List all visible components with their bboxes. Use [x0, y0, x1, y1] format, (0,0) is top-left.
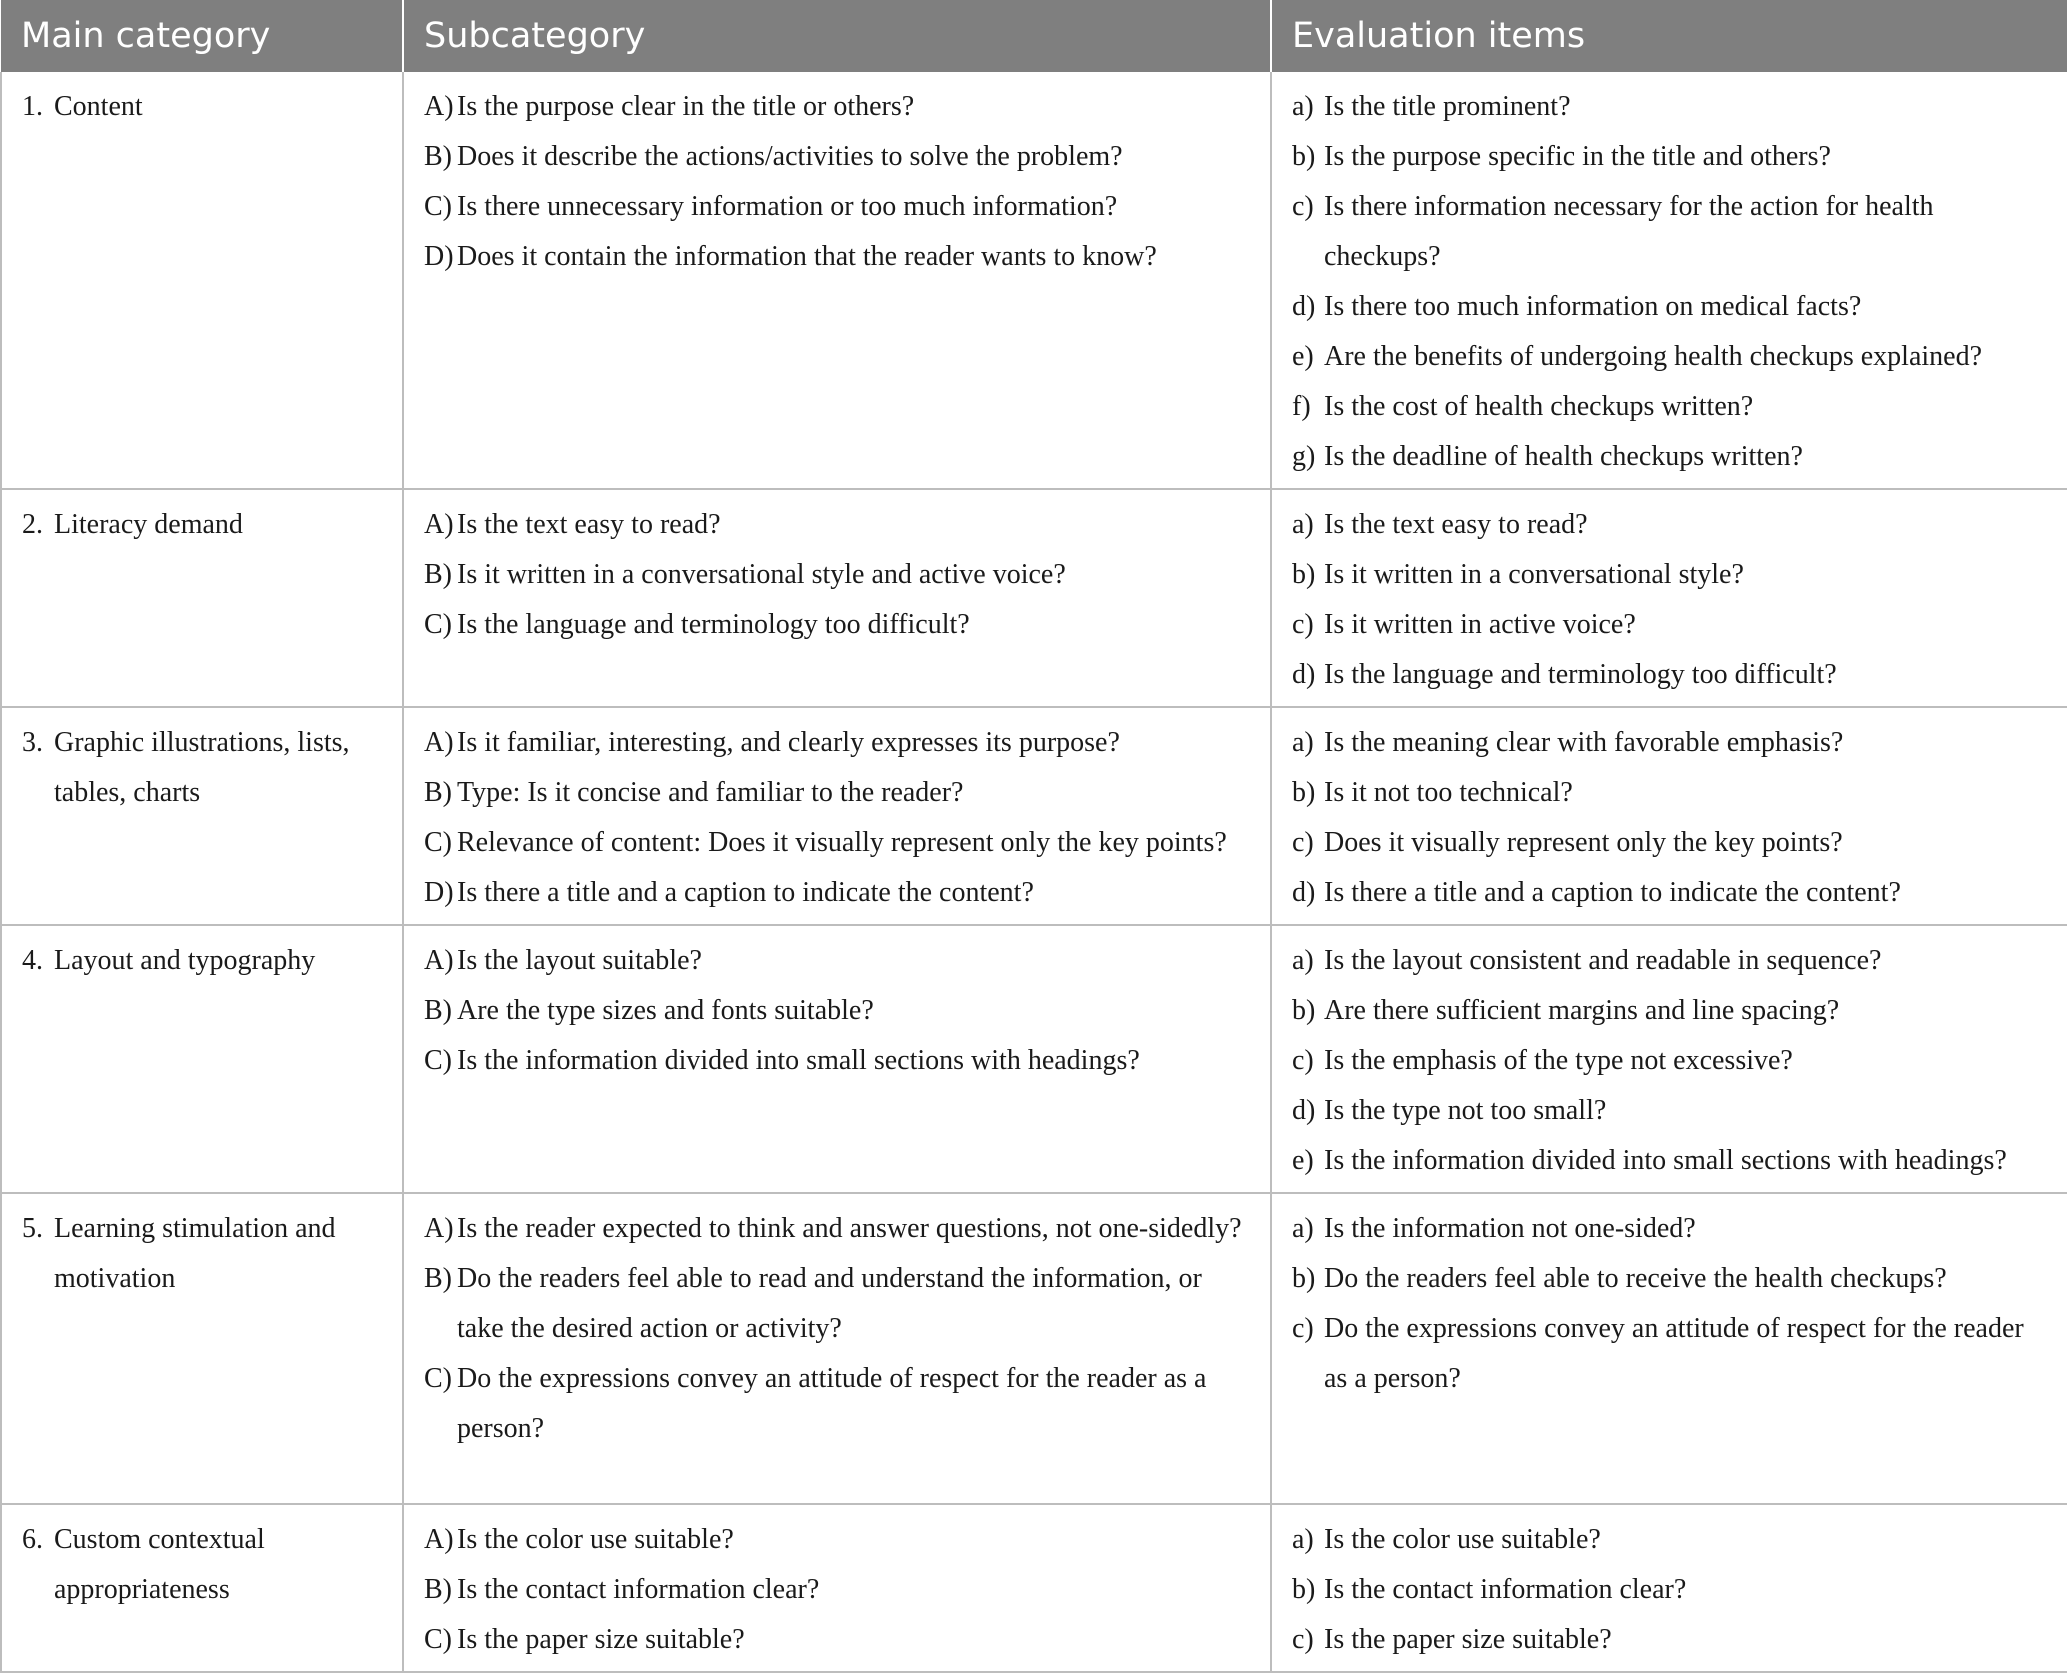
evaluation-item [1292, 1615, 2047, 1665]
evaluation-item-marker: f) [1292, 391, 1311, 422]
evaluation-item-marker: a) [1292, 91, 1314, 122]
table-row [1, 1193, 2067, 1504]
evaluation-item-marker: c) [1292, 1313, 1314, 1344]
evaluation-item-marker: b) [1292, 141, 1316, 172]
subcategory [424, 232, 1250, 282]
subcategory-marker: B) [424, 777, 452, 808]
evaluation-item-cell [1271, 1193, 2067, 1504]
main-category [22, 1204, 382, 1304]
evaluation-item-text: Is the paper size suitable? [1324, 1624, 1612, 1655]
evaluation-item [1292, 818, 2047, 868]
evaluation-item-text: Do the expressions convey an attitude of respect for the reader as a person? [1324, 1313, 2024, 1394]
subcategory-marker: D) [424, 241, 454, 272]
evaluation-item-marker: d) [1292, 659, 1316, 690]
evaluation-item-marker: c) [1292, 609, 1314, 640]
subcategory-marker: B) [424, 559, 452, 590]
table-header [1, 0, 2067, 72]
header-row [1, 0, 2067, 72]
evaluation-item-marker: a) [1292, 727, 1314, 758]
evaluation-item [1292, 768, 2047, 818]
subcategory-text: Is the information divided into small sections with headings? [457, 1045, 1140, 1076]
header-subcategory: Subcategory [403, 0, 1271, 72]
subcategory-cell [403, 72, 1271, 489]
main-category-label: Graphic illustrations, lists, tables, charts [54, 727, 350, 808]
subcategory-marker: A) [424, 1213, 454, 1244]
subcategory [424, 818, 1250, 868]
header-evaluation-items: Evaluation items [1271, 0, 2067, 72]
main-category-number: 5. [22, 1213, 43, 1244]
subcategory-marker: C) [424, 1624, 452, 1655]
evaluation-item-text: Is the meaning clear with favorable emphasis? [1324, 727, 1844, 758]
evaluation-item [1292, 718, 2047, 768]
evaluation-item-marker: c) [1292, 1045, 1314, 1076]
evaluation-item-text: Is there a title and a caption to indicate the content? [1324, 877, 1901, 908]
evaluation-item [1292, 868, 2047, 918]
evaluation-item-marker: g) [1292, 441, 1316, 472]
evaluation-item-text: Is the layout consistent and readable in sequence? [1324, 945, 1882, 976]
main-category-label: Literacy demand [54, 509, 243, 540]
evaluation-item-marker: a) [1292, 945, 1314, 976]
subcategory-marker: A) [424, 945, 454, 976]
evaluation-item [1292, 382, 2047, 432]
subcategory-text: Is there a title and a caption to indicate the content? [457, 877, 1034, 908]
subcategory-text: Do the expressions convey an attitude of respect for the reader as a person? [457, 1363, 1207, 1444]
evaluation-item-text: Is the color use suitable? [1324, 1524, 1601, 1555]
evaluation-item-text: Is the language and terminology too difficult? [1324, 659, 1837, 690]
subcategory-marker: B) [424, 141, 452, 172]
subcategory-marker: D) [424, 877, 454, 908]
subcategory [424, 182, 1250, 232]
evaluation-item-text: Is the purpose specific in the title and others? [1324, 141, 1831, 172]
evaluation-item-text: Is the deadline of health checkups written? [1324, 441, 1803, 472]
evaluation-item-text: Do the readers feel able to receive the health checkups? [1324, 1263, 1947, 1294]
subcategory [424, 986, 1250, 1036]
evaluation-item [1292, 1254, 2047, 1304]
subcategory-text: Is the layout suitable? [457, 945, 702, 976]
evaluation-item [1292, 1036, 2047, 1086]
main-category [22, 82, 382, 132]
evaluation-item-text: Is the information not one-sided? [1324, 1213, 1696, 1244]
subcategory-marker: A) [424, 727, 454, 758]
evaluation-item [1292, 1204, 2047, 1254]
subcategory [424, 500, 1250, 550]
evaluation-item [1292, 282, 2047, 332]
subcategory-text: Is the contact information clear? [457, 1574, 820, 1605]
subcategory [424, 1254, 1250, 1354]
main-category-label: Learning stimulation and motivation [54, 1213, 336, 1294]
evaluation-item [1292, 182, 2047, 282]
evaluation-item [1292, 332, 2047, 382]
main-category-cell [1, 72, 403, 489]
evaluation-item-marker: e) [1292, 341, 1314, 372]
subcategory-text: Is the text easy to read? [457, 509, 721, 540]
evaluation-item-text: Is it written in a conversational style? [1324, 559, 1744, 590]
evaluation-item [1292, 1304, 2047, 1404]
evaluation-item-text: Is the emphasis of the type not excessive? [1324, 1045, 1793, 1076]
subcategory-marker: B) [424, 1263, 452, 1294]
table-row [1, 1504, 2067, 1672]
evaluation-item [1292, 1565, 2047, 1615]
subcategory-marker: C) [424, 827, 452, 858]
main-category-number: 3. [22, 727, 43, 758]
main-category [22, 718, 382, 818]
subcategory-text: Type: Is it concise and familiar to the reader? [457, 777, 964, 808]
subcategory-cell [403, 925, 1271, 1193]
evaluation-item-marker: d) [1292, 291, 1316, 322]
evaluation-item [1292, 986, 2047, 1036]
evaluation-item-text: Is the information divided into small sections with headings? [1324, 1145, 2007, 1176]
evaluation-item-cell [1271, 72, 2067, 489]
main-category-number: 1. [22, 91, 43, 122]
evaluation-item-text: Is it written in active voice? [1324, 609, 1636, 640]
subcategory-text: Is the language and terminology too difficult? [457, 609, 970, 640]
header-main-category: Main category [1, 0, 403, 72]
evaluation-item-text: Is the contact information clear? [1324, 1574, 1687, 1605]
main-category-label: Content [54, 91, 143, 122]
main-category-cell [1, 489, 403, 707]
evaluation-item-cell [1271, 707, 2067, 925]
evaluation-item-text: Are the benefits of undergoing health checkups explained? [1324, 341, 1983, 372]
evaluation-item-marker: e) [1292, 1145, 1314, 1176]
subcategory [424, 600, 1250, 650]
evaluation-item-marker: b) [1292, 1574, 1316, 1605]
subcategory [424, 936, 1250, 986]
subcategory-marker: B) [424, 1574, 452, 1605]
main-category [22, 936, 382, 986]
main-category-label: Layout and typography [54, 945, 316, 976]
subcategory-cell [403, 1193, 1271, 1504]
subcategory-text: Is it written in a conversational style and active voice? [457, 559, 1066, 590]
main-category-number: 2. [22, 509, 43, 540]
subcategory [424, 82, 1250, 132]
subcategory [424, 1515, 1250, 1565]
evaluation-item-cell [1271, 489, 2067, 707]
subcategory-text: Does it contain the information that the reader wants to know? [457, 241, 1157, 272]
evaluation-item-text: Does it visually represent only the key points? [1324, 827, 1843, 858]
subcategory-cell [403, 489, 1271, 707]
evaluation-item-cell [1271, 925, 2067, 1193]
evaluation-item-marker: a) [1292, 1213, 1314, 1244]
evaluation-item-text: Is it not too technical? [1324, 777, 1573, 808]
evaluation-item [1292, 936, 2047, 986]
subcategory-text: Does it describe the actions/activities to solve the problem? [457, 141, 1123, 172]
main-category-cell [1, 925, 403, 1193]
subcategory [424, 132, 1250, 182]
evaluation-item-marker: c) [1292, 191, 1314, 222]
subcategory-marker: C) [424, 609, 452, 640]
subcategory-marker: A) [424, 509, 454, 540]
table-row [1, 707, 2067, 925]
subcategory-text: Is there unnecessary information or too much information? [457, 191, 1118, 222]
evaluation-item [1292, 650, 2047, 700]
subcategory-text: Is the purpose clear in the title or others? [457, 91, 915, 122]
evaluation-item-marker: a) [1292, 509, 1314, 540]
evaluation-item [1292, 82, 2047, 132]
subcategory-text: Do the readers feel able to read and understand the information, or take the desired action or activity? [457, 1263, 1202, 1344]
evaluation-item [1292, 1515, 2047, 1565]
evaluation-item-text: Is the title prominent? [1324, 91, 1571, 122]
subcategory-text: Relevance of content: Does it visually represent only the key points? [457, 827, 1227, 858]
main-category-cell [1, 1504, 403, 1672]
subcategory [424, 1565, 1250, 1615]
evaluation-item-marker: d) [1292, 1095, 1316, 1126]
main-category [22, 1515, 382, 1615]
evaluation-item [1292, 500, 2047, 550]
evaluation-item [1292, 432, 2047, 482]
subcategory-marker: C) [424, 1045, 452, 1076]
main-category-number: 6. [22, 1524, 43, 1555]
subcategory [424, 1204, 1250, 1254]
subcategory-marker: A) [424, 91, 454, 122]
subcategory-text: Is it familiar, interesting, and clearly expresses its purpose? [457, 727, 1120, 758]
main-category [22, 500, 382, 550]
main-category-cell [1, 1193, 403, 1504]
subcategory [424, 1036, 1250, 1086]
evaluation-item-marker: b) [1292, 1263, 1316, 1294]
subcategory-marker: C) [424, 1363, 452, 1394]
subcategory [424, 868, 1250, 918]
table-row [1, 72, 2067, 489]
evaluation-item-marker: d) [1292, 877, 1316, 908]
subcategory [424, 1615, 1250, 1665]
subcategory-text: Is the paper size suitable? [457, 1624, 745, 1655]
evaluation-item-marker: b) [1292, 777, 1316, 808]
evaluation-item [1292, 1136, 2047, 1186]
evaluation-item-marker: a) [1292, 1524, 1314, 1555]
subcategory [424, 1354, 1250, 1454]
table-body [1, 72, 2067, 1672]
subcategory-cell [403, 707, 1271, 925]
evaluation-item-marker: c) [1292, 827, 1314, 858]
subcategory-text: Is the color use suitable? [457, 1524, 734, 1555]
table-row [1, 925, 2067, 1193]
evaluation-item-text: Is the text easy to read? [1324, 509, 1588, 540]
subcategory [424, 768, 1250, 818]
evaluation-item-marker: c) [1292, 1624, 1314, 1655]
evaluation-item-text: Is the cost of health checkups written? [1324, 391, 1754, 422]
evaluation-item-text: Is there too much information on medical facts? [1324, 291, 1862, 322]
evaluation-item-cell [1271, 1504, 2067, 1672]
evaluation-item-text: Is the type not too small? [1324, 1095, 1607, 1126]
subcategory-marker: C) [424, 191, 452, 222]
evaluation-item-text: Is there information necessary for the action for health checkups? [1324, 191, 1934, 272]
evaluation-item [1292, 132, 2047, 182]
subcategory-text: Is the reader expected to think and answer questions, not one-sidedly? [457, 1213, 1242, 1244]
subcategory-marker: A) [424, 1524, 454, 1555]
subcategory [424, 718, 1250, 768]
subcategory-cell [403, 1504, 1271, 1672]
subcategory-text: Are the type sizes and fonts suitable? [457, 995, 874, 1026]
evaluation-item-marker: b) [1292, 995, 1316, 1026]
evaluation-item-text: Are there sufficient margins and line spacing? [1324, 995, 1840, 1026]
subcategory [424, 550, 1250, 600]
evaluation-item [1292, 1086, 2047, 1136]
main-category-number: 4. [22, 945, 43, 976]
evaluation-item [1292, 600, 2047, 650]
subcategory-marker: B) [424, 995, 452, 1026]
evaluation-item [1292, 550, 2047, 600]
table-row [1, 489, 2067, 707]
main-category-label: Custom contextual appropriateness [54, 1524, 265, 1605]
evaluation-item-marker: b) [1292, 559, 1316, 590]
main-category-cell [1, 707, 403, 925]
